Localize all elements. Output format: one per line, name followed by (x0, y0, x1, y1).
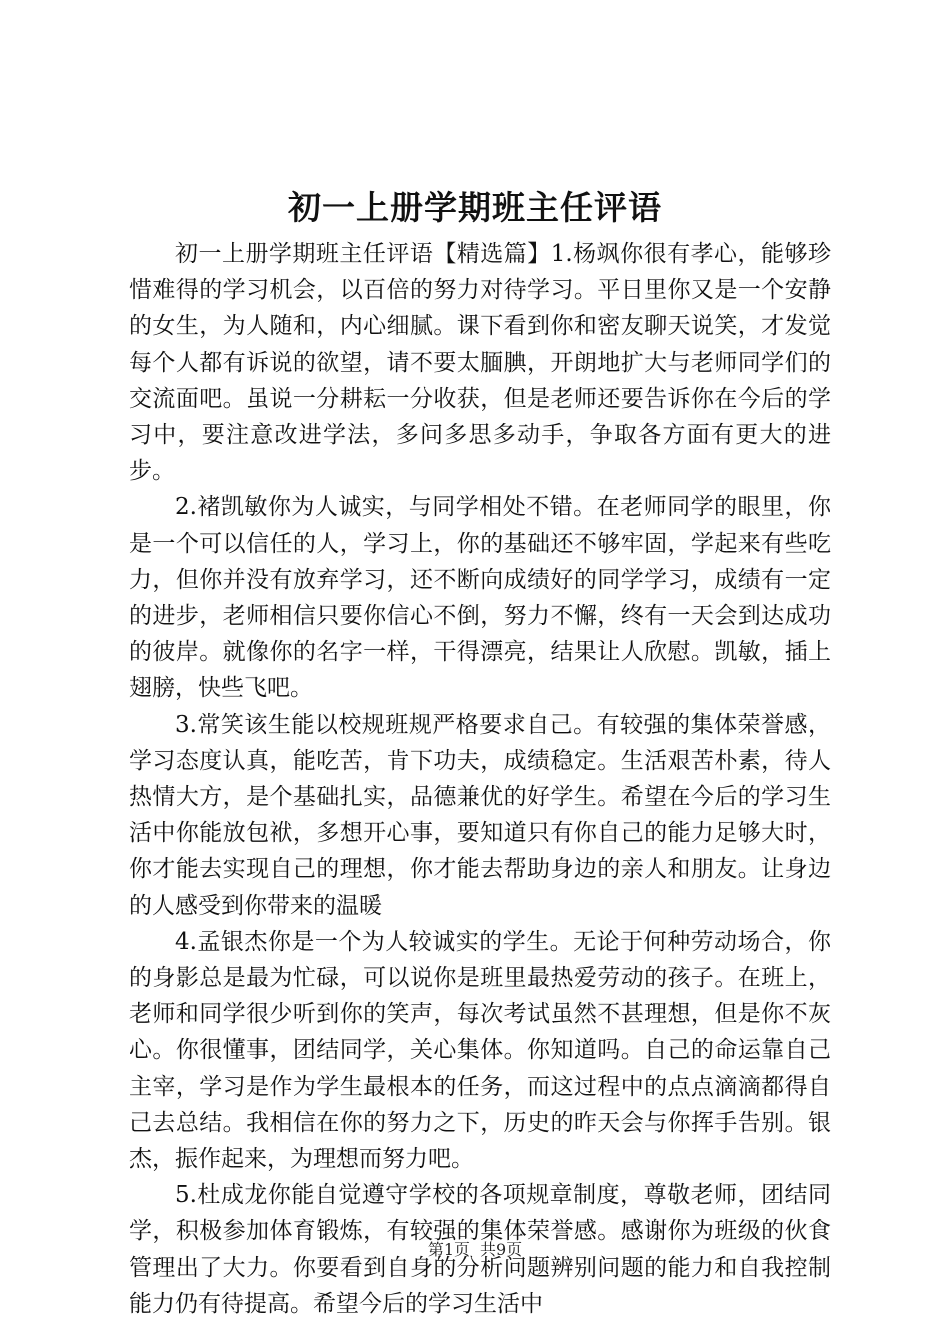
paragraph-1: 初一上册学期班主任评语【精选篇】1.杨飒你很有孝心，能够珍惜难得的学习机会，以百倍的努力对待学习。平日里你又是一个安静的女生，为人随和，内心细腻。课下看到你和密友聊天说笑，才发觉每个人都有诉说的欲望，请不要太腼腆，开朗地扩大与老师同学们的交流面吧。虽说一分耕耘一分收获，但是老师还要告诉你在今后的学习中，要注意改进学法，多问多思多动手，争取各方面有更大的进步。 (129, 241, 831, 485)
page-total: 共9页 (480, 1240, 523, 1259)
paragraph-2: 2.褚凯敏你为人诚实，与同学相处不错。在老师同学的眼里，你是一个可以信任的人，学习上，你的基础还不够牢固，学起来有些吃力，但你并没有放弃学习，还不断向成绩好的同学学习，成绩有一定的进步，老师相信只要你信心不倒，努力不懈，终有一天会到达成功的彼岸。就像你的名字一样，干得漂亮，结果让人欣慰。凯敏，插上翅膀，快些飞吧。 (129, 494, 831, 702)
paragraph-3: 3.常笑该生能以校规班规严格要求自己。有较强的集体荣誉感，学习态度认真，能吃苦，肯下功夫，成绩稳定。生活艰苦朴素，待人热情大方，是个基础扎实，品德兼优的好学生。希望在今后的学习生活中你能放包袱，多想开心事，要知道只有你自己的能力足够大时，你才能去实现自己的理想，你才能去帮助身边的亲人和朋友。让身边的人感受到你带来的温暖 (129, 711, 831, 919)
paragraph-5: 5.杜成龙你能自觉遵守学校的各项规章制度，尊敬老师，团结同学，积极参加体育锻炼，有较强的集体荣誉感。感谢你为班级的伙食管理出了大力。你要看到自身的分析问题辨别问题的能力和自我控制能力仍有待提高。希望今后的学习生活中 (129, 1182, 831, 1317)
document-body (129, 236, 831, 1322)
page-footer (0, 1238, 950, 1262)
page-number: 第1页 (427, 1240, 470, 1259)
paragraph-4: 4.孟银杰你是一个为人较诚实的学生。无论于何种劳动场合，你的身影总是最为忙碌，可以说你是班里最热爱劳动的孩子。在班上，老师和同学很少听到你的笑声，每次考试虽然不甚理想，但是你不灰心。你很懂事，团结同学，关心集体。你知道吗。自己的命运靠自己主宰，学习是作为学生最根本的任务，而这过程中的点点滴滴都得自己去总结。我相信在你的努力之下，历史的昨天会与你挥手告别。银杰，振作起来，为理想而努力吧。 (129, 928, 831, 1173)
document-title: 初一上册学期班主任评语 (288, 188, 662, 227)
